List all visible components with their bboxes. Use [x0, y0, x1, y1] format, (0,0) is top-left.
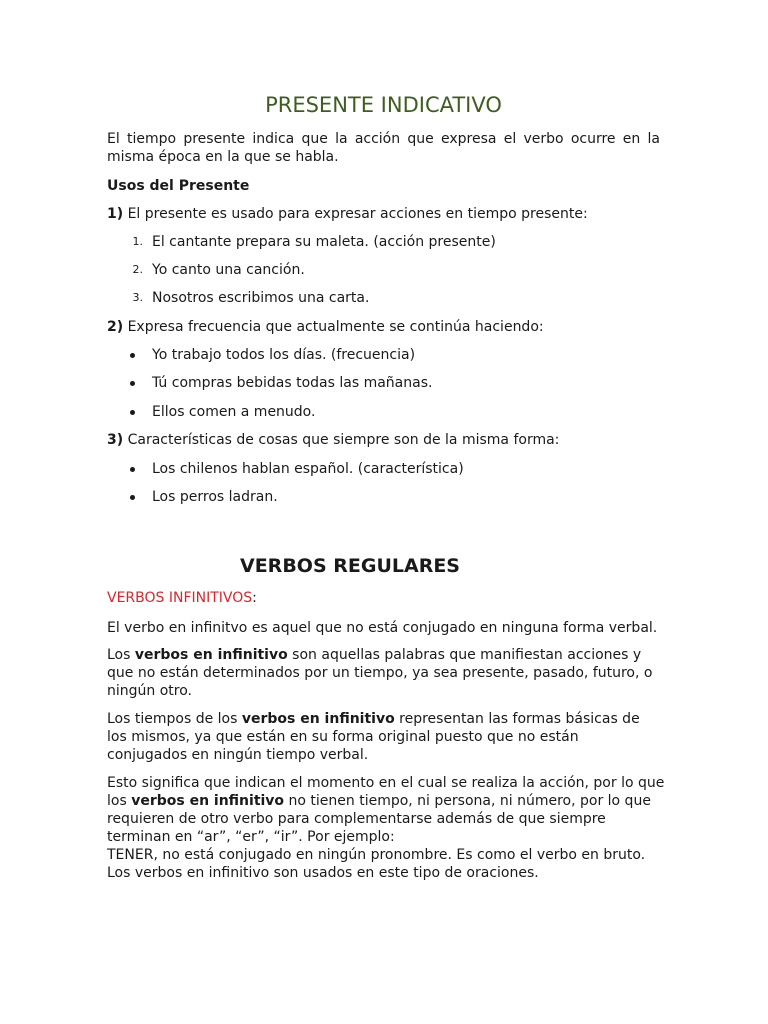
list-number: 3.	[132, 291, 143, 304]
bullet-icon	[130, 353, 135, 358]
list-number: 2.	[132, 263, 143, 276]
paragraph-4-a: los	[107, 793, 132, 809]
list-item-text: Yo trabajo todos los días. (frecuencia)	[152, 347, 416, 363]
infinitivos-colon: :	[252, 590, 257, 606]
paragraph-4-line-5: TENER, no está conjugado en ningún pronombre. Es como el verbo en bruto.	[107, 847, 646, 863]
section-3-intro	[107, 431, 559, 449]
list-item-text: Ellos comen a menudo.	[152, 404, 316, 420]
list-item-text: Tú compras bebidas todas las mañanas.	[152, 375, 433, 391]
section-1-number: 1)	[107, 206, 124, 222]
paragraph-4-line-4: terminan en “ar”, “er”, “ir”. Por ejemplo:	[107, 829, 395, 845]
paragraph-2-bold: verbos en infinitivo	[134, 647, 288, 663]
paragraph-4-c: no tienen tiempo, ni persona, ni número, por lo que	[284, 793, 651, 809]
paragraph-4-line-3: requieren de otro verbo para complementarse además de que siempre	[107, 811, 606, 827]
paragraph-3-a: Los tiempos de los	[107, 711, 242, 727]
list-item-text: El cantante prepara su maleta. (acción presente)	[152, 234, 496, 250]
paragraph-4-line-6: Los verbos en infinitivo son usados en este tipo de oraciones.	[107, 865, 539, 881]
paragraph-3	[107, 710, 660, 764]
paragraph-4-line-2	[107, 792, 651, 810]
paragraph-1: El verbo en infinitvo es aquel que no está conjugado en ninguna forma verbal.	[107, 620, 658, 636]
list-item-text: Nosotros escribimos una carta.	[152, 290, 370, 306]
section-3-text: Características de cosas que siempre son de la misma forma:	[123, 432, 560, 448]
paragraph-2-a: Los	[107, 647, 135, 663]
paragraph-3-bold: verbos en infinitivo	[241, 711, 395, 727]
paragraph-2-c: son aquellas palabras que manifiestan acciones y que no están determinados por un tiempo, ya sea presente, pasado, futuro, o ningún otro.	[107, 647, 653, 699]
bullet-icon	[130, 467, 135, 472]
paragraph-2	[107, 646, 660, 700]
intro-paragraph: El tiempo presente indica que la acción que expresa el verbo ocurre en la misma época en la que se habla.	[107, 131, 660, 165]
section-2-number: 2)	[107, 319, 124, 335]
section-title: VERBOS REGULARES	[240, 555, 460, 577]
paragraph-3-c: representan las formas básicas de los mismos, ya que están en su forma original puesto que no están conjugados en ningún tiempo verbal.	[107, 711, 640, 763]
section-1-intro	[107, 205, 588, 223]
section-2-text: Expresa frecuencia que actualmente se continúa haciendo:	[123, 319, 544, 335]
list-item-text: Los perros ladran.	[152, 489, 278, 505]
section-1-text: El presente es usado para expresar acciones en tiempo presente:	[123, 206, 588, 222]
list-item-text: Los chilenos hablan español. (característica)	[152, 461, 464, 477]
bullet-icon	[130, 495, 135, 500]
infinitivos-label-text: VERBOS INFINITIVOS	[107, 590, 253, 606]
infinitivos-label	[107, 589, 257, 607]
section-2-intro	[107, 318, 544, 336]
list-item-text: Yo canto una canción.	[152, 262, 305, 278]
paragraph-4-bold: verbos en infinitivo	[131, 793, 285, 809]
list-number: 1.	[132, 235, 143, 248]
bullet-icon	[130, 410, 135, 415]
section-3-number: 3)	[107, 432, 124, 448]
usos-heading: Usos del Presente	[107, 178, 250, 194]
bullet-icon	[130, 381, 135, 386]
page-title: PRESENTE INDICATIVO	[265, 93, 502, 117]
paragraph-4-line-1: Esto significa que indican el momento en el cual se realiza la acción, por lo que	[107, 775, 665, 791]
